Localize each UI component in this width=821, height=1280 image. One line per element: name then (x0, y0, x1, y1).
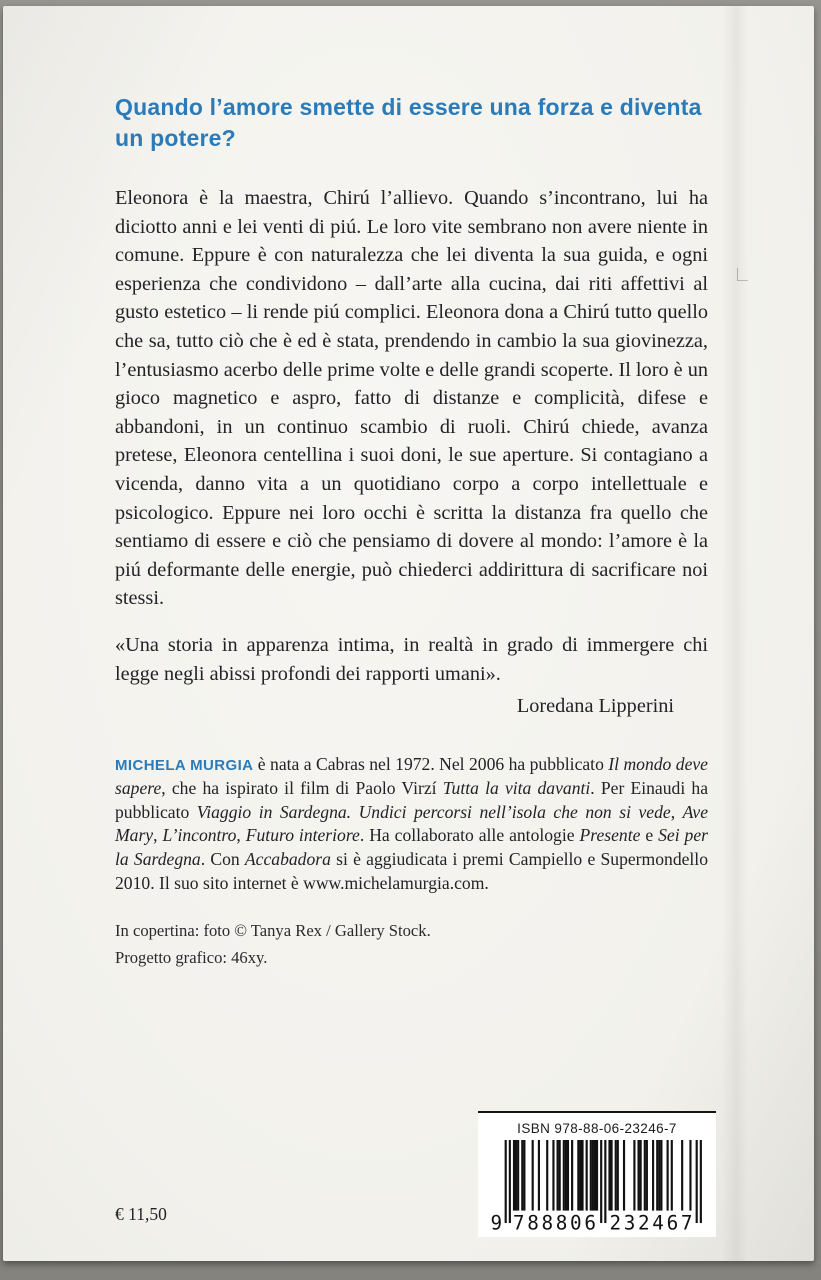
price-label: € 11,50 (115, 1204, 167, 1224)
cover-text-block (3, 6, 814, 971)
bio-segment: , (153, 825, 163, 846)
bio-segment: e (640, 825, 659, 846)
author-bio (115, 753, 708, 896)
review-attribution: Loredana Lipperini (516, 695, 674, 718)
bio-segment: . Con (200, 849, 245, 870)
bio-segment: L’incontro (162, 825, 237, 846)
bio-segment: Sei per la Sardegna (115, 825, 708, 870)
book-back-cover (3, 6, 814, 1261)
bio-segment: Futuro interiore (245, 825, 360, 846)
bio-segment: Viaggio in Sardegna. Undici percorsi nell’isola che non si vede (196, 801, 671, 822)
bio-segment: , (670, 801, 683, 822)
isbn-barcode-box (478, 1111, 716, 1237)
bio-segment: Presente (579, 825, 641, 846)
svg-text:788806: 788806 (512, 1210, 596, 1231)
bio-segment: Il mondo deve sapere (115, 753, 708, 799)
cover-headline: Quando l’amore smette di essere una forza e diventa un potere? (115, 94, 702, 151)
bio-segment: si è aggiudicata i premi Campiello e Supermondello 2010. Il suo sito internet è www.michelamurgia.com. (115, 849, 708, 893)
bio-segment: Ave Mary (115, 801, 709, 846)
bio-segment: . Per Einaudi ha pubblicato (115, 778, 708, 822)
bio-segment: è nata a Cabras nel 1972. Nel 2006 ha pubblicato (253, 753, 609, 774)
bio-segment: Tutta la vita davanti (442, 778, 591, 799)
credits-block (115, 917, 708, 971)
bio-segment: , che ha ispirato il film di Paolo Virzí (161, 778, 443, 799)
bio-segment: Accabadora (244, 849, 331, 870)
ean13-barcode (488, 1140, 706, 1231)
author-name: MICHELA MURGIA (115, 756, 254, 774)
svg-text:9: 9 (490, 1210, 503, 1231)
isbn-label: ISBN 978-88-06-23246-7 (517, 1120, 677, 1136)
bio-segment: . Ha collaborato alle antologie (359, 825, 580, 846)
credit-photo: In copertina: foto © Tanya Rex / Gallery Stock. (115, 921, 431, 941)
scan-artifact (737, 268, 748, 281)
credit-design: Progetto grafico: 46xy. (115, 948, 268, 968)
synopsis-paragraph: Eleonora è la maestra, Chirú l’allievo. Quando s’incontrano, lui ha diciotto anni e lei venti di piú. Le loro vite sembrano non avere niente in comune. Eppure è con naturalezza che lei diventa la sua guida, e ogni esperienza che condividono – dall’arte alla cucina, dai riti affettivi al gusto estetico – li rende piú complici. Eleonora dona a Chirú tutto quello che sa, tutto ciò che è ed è stata, prendendo in cambio la sua giovinezza, l’entusiasmo acerbo delle prime volte e delle grandi scoperte. Il loro è un gioco magnetico e aspro, fatto di distanze e complicità, difese e abbandoni, in un continuo scambio di ruoli. Chirú chiede, avanza pretese, Eleonora centellina i suoi doni, le sue aperture. Si contagiano a vicenda, danno vita a un quotidiano corpo a corpo intellettuale e psicologico. Eppure nei loro occhi è scritta la distanza fra quello che sentiamo di essere e ciò che pensiamo di dovere al mondo: l’amore è la piú deformante delle energie, può chiederci addirittura di sacrificare noi stessi. (115, 187, 709, 610)
svg-text:232467: 232467 (609, 1210, 693, 1231)
review-quote: «Una storia in apparenza intima, in realtà in grado di immergere chi legge negli abissi profondi dei rapporti umani». (115, 633, 708, 685)
bio-segment: , (236, 825, 246, 846)
